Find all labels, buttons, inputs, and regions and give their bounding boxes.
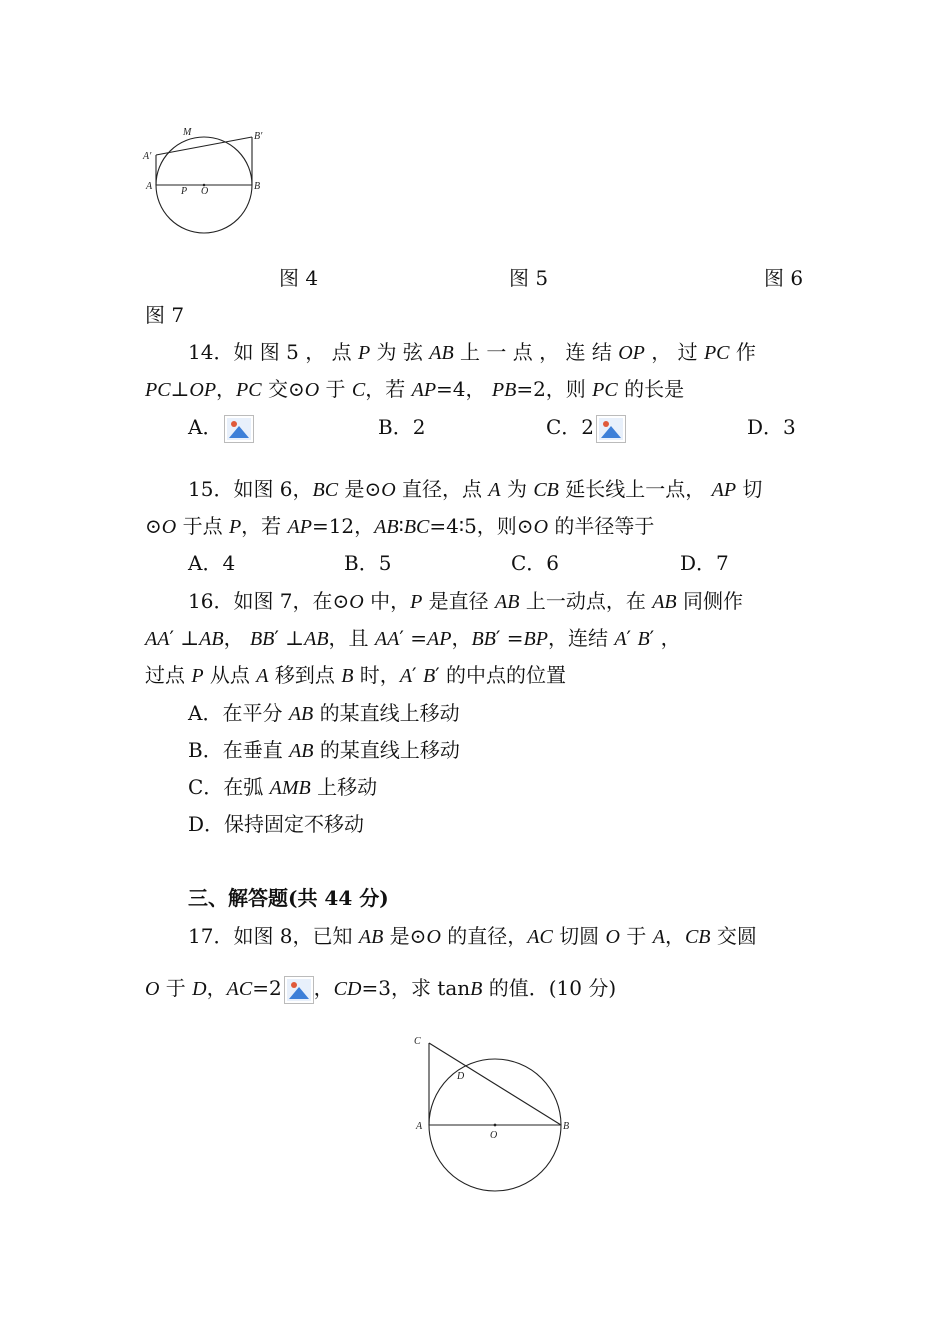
q15-option-a: A．4: [188, 551, 236, 575]
q14-line2: PC⊥OP，PC 交⊙O 于 C，若 AP=4， PB=2，则 PC 的长是: [145, 377, 685, 401]
q17-line2: O 于 D，AC=2 ，CD=3，求 tanB 的值．(10 分): [145, 972, 616, 1004]
fig8-label-a: A: [416, 1121, 423, 1132]
caption-fig4: 图 4: [279, 266, 319, 290]
q14-option-a: A．: [188, 411, 254, 443]
q14-option-c: C．2: [546, 411, 626, 443]
broken-image-icon: [596, 415, 626, 443]
q14-option-b: B．2: [378, 415, 426, 439]
fig8-label-b: B: [563, 1121, 570, 1132]
broken-image-icon: [224, 415, 254, 443]
caption-fig7: 图 7: [145, 303, 185, 327]
q16-option-a: A．在平分 AB 的某直线上移动: [188, 701, 460, 725]
q15-option-d: D．7: [680, 551, 729, 575]
q15-option-c: C．6: [511, 551, 560, 575]
q15-option-b: B．5: [344, 551, 392, 575]
q16-line3: 过点 P 从点 A 移到点 B 时，A′ B′ 的中点的位置: [145, 663, 567, 687]
broken-image-icon: [284, 976, 314, 1004]
fig7-label-p: P: [181, 186, 188, 197]
q16-option-d: D．保持固定不移动: [188, 812, 365, 836]
fig7-label-a-prime: A′: [143, 151, 152, 162]
q16-option-b: B．在垂直 AB 的某直线上移动: [188, 738, 460, 762]
q16-line1: 16．如图 7，在⊙O 中，P 是直径 AB 上一动点，在 AB 同侧作: [188, 589, 743, 613]
q14-line1: 14．如 图 5 ， 点 P 为 弦 AB 上 一 点 ， 连 结 OP ， 过 PC 作: [188, 340, 756, 364]
fig7-label-m: M: [183, 127, 192, 138]
fig8-label-o: O: [490, 1130, 498, 1141]
caption-fig5: 图 5: [509, 266, 549, 290]
fig8-label-d: D: [457, 1071, 465, 1082]
figure-8: [405, 1025, 585, 1200]
q15-line1: 15．如图 6，BC 是⊙O 直径，点 A 为 CB 延长线上一点， AP 切: [188, 477, 763, 501]
fig8-label-c: C: [414, 1036, 421, 1047]
q16-option-c: C．在弧 AMB 上移动: [188, 775, 378, 799]
fig7-label-b-prime: B′: [254, 131, 263, 142]
fig7-label-a: A: [146, 181, 153, 192]
fig7-label-b: B: [254, 181, 261, 192]
figure-7: [140, 125, 280, 240]
q17-line1: 17．如图 8，已知 AB 是⊙O 的直径，AC 切圆 O 于 A，CB 交圆: [188, 924, 757, 948]
caption-fig6: 图 6: [764, 266, 804, 290]
fig7-label-o: O: [201, 186, 209, 197]
q16-line2: AA′ ⊥AB， BB′ ⊥AB，且 AA′ =AP，BB′ =BP，连结 A′ B′ ，: [145, 626, 681, 650]
q14-option-d: D．3: [747, 415, 796, 439]
q15-line2: ⊙O 于点 P，若 AP=12，AB∶BC=4∶5，则⊙O 的半径等于: [145, 514, 655, 538]
section-title: 三、解答题(共 44 分): [188, 886, 389, 910]
